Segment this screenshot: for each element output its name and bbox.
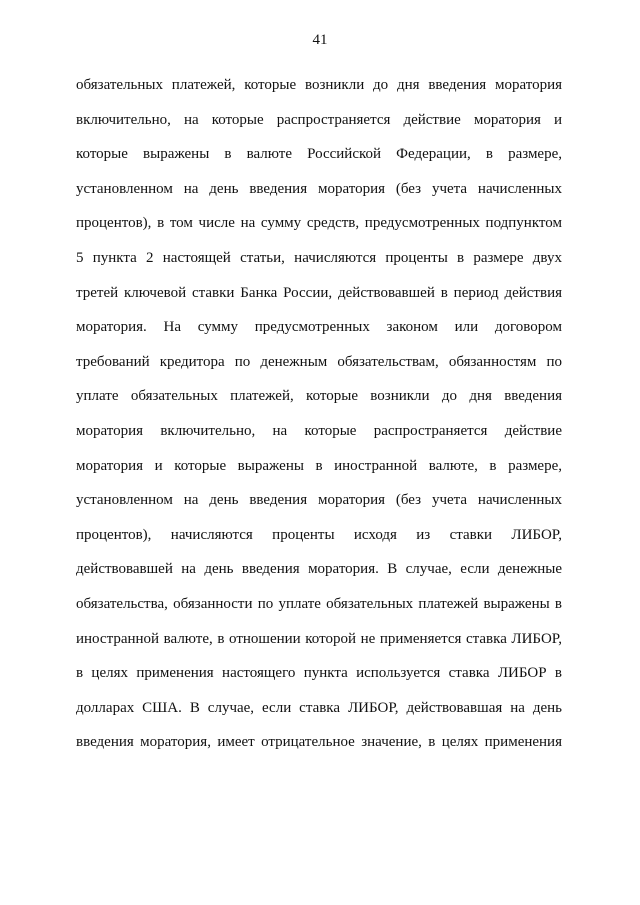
text-line: моратория и которые выражены в иностранной валюте, в размере, <box>76 457 562 474</box>
text-line: процентов), в том числе на сумму средств, предусмотренных подпунктом <box>76 215 562 232</box>
text-line: установленном на день введения моратория (без учета начисленных <box>76 180 562 197</box>
text-line: 5 пункта 2 настоящей статьи, начисляются проценты в размере двух <box>76 249 562 266</box>
body-text <box>76 68 562 760</box>
text-line: третей ключевой ставки Банка России, действовавшей в период действия <box>76 284 562 301</box>
text-line: обязательных платежей, которые возникли до дня введения моратория <box>76 77 562 93</box>
text-line: требований кредитора по денежным обязательствам, обязанностям по <box>76 353 562 370</box>
text-line: моратория включительно, на которые распространяется действие <box>76 422 562 439</box>
text-line: долларах США. В случае, если ставка ЛИБОР, действовавшая на день <box>76 699 562 716</box>
text-line: которые выражены в валюте Российской Федерации, в размере, <box>76 146 562 163</box>
text-line: в целях применения настоящего пункта используется ставка ЛИБОР в <box>76 665 562 682</box>
text-line: включительно, на которые распространяется действие моратория и <box>76 111 562 128</box>
text-line: моратория. На сумму предусмотренных законом или договором <box>76 319 562 336</box>
text-line: уплате обязательных платежей, которые возникли до дня введения <box>76 388 562 405</box>
text-line: установленном на день введения моратория (без учета начисленных <box>76 492 562 509</box>
text-line: действовавшей на день введения моратория. В случае, если денежные <box>76 561 562 578</box>
text-line: обязательства, обязанности по уплате обязательных платежей выражены в <box>76 595 562 612</box>
text-line: иностранной валюте, в отношении которой не применяется ставка ЛИБОР, <box>76 630 562 647</box>
text-line: введения моратория, имеет отрицательное значение, в целях применения <box>76 734 562 751</box>
text-line: процентов), начисляются проценты исходя из ставки ЛИБОР, <box>76 526 562 543</box>
page-number: 41 <box>312 32 328 48</box>
